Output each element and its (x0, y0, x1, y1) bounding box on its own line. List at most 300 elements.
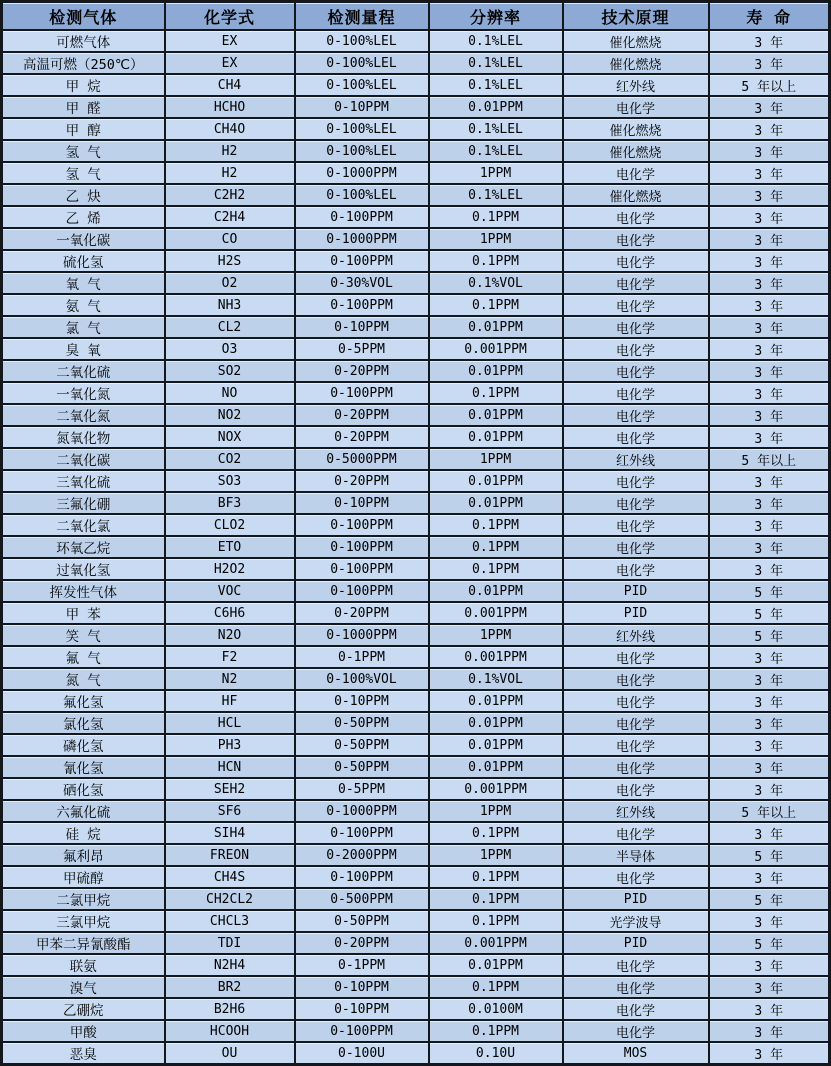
cell-formula: SF6 (165, 800, 295, 822)
cell-gas: 硒化氢 (2, 778, 165, 800)
cell-lifespan: 3 年 (709, 536, 830, 558)
cell-gas: 硅 烷 (2, 822, 165, 844)
cell-range: 0-100U (295, 1042, 429, 1065)
cell-range: 0-100%LEL (295, 52, 429, 74)
cell-lifespan: 3 年 (709, 976, 830, 998)
cell-resolution: 0.10U (429, 1042, 563, 1065)
cell-lifespan: 3 年 (709, 822, 830, 844)
cell-principle: 电化学 (563, 316, 709, 338)
cell-resolution: 0.1PPM (429, 250, 563, 272)
table-row (2, 404, 830, 426)
cell-gas: 一氧化氮 (2, 382, 165, 404)
cell-principle: 电化学 (563, 690, 709, 712)
cell-resolution: 0.1PPM (429, 514, 563, 536)
cell-resolution: 0.0100M (429, 998, 563, 1020)
cell-lifespan: 5 年 (709, 580, 830, 602)
cell-range: 0-20PPM (295, 932, 429, 954)
cell-principle: 电化学 (563, 228, 709, 250)
cell-resolution: 0.01PPM (429, 426, 563, 448)
cell-formula: N2O (165, 624, 295, 646)
cell-lifespan: 3 年 (709, 118, 830, 140)
table-row (2, 294, 830, 316)
cell-formula: H2O2 (165, 558, 295, 580)
cell-lifespan: 3 年 (709, 998, 830, 1020)
table-row (2, 206, 830, 228)
cell-gas: 氢 气 (2, 140, 165, 162)
table-row (2, 74, 830, 96)
cell-formula: CH2CL2 (165, 888, 295, 910)
table-row (2, 844, 830, 866)
cell-formula: SIH4 (165, 822, 295, 844)
table-row (2, 580, 830, 602)
cell-lifespan: 3 年 (709, 1020, 830, 1042)
cell-resolution: 0.1%VOL (429, 272, 563, 294)
cell-formula: TDI (165, 932, 295, 954)
cell-range: 0-50PPM (295, 734, 429, 756)
cell-range: 0-5PPM (295, 778, 429, 800)
cell-lifespan: 3 年 (709, 52, 830, 74)
cell-resolution: 0.1%LEL (429, 118, 563, 140)
cell-formula: N2 (165, 668, 295, 690)
cell-lifespan: 3 年 (709, 668, 830, 690)
table-row (2, 382, 830, 404)
cell-range: 0-1PPM (295, 954, 429, 976)
cell-formula: H2 (165, 162, 295, 184)
cell-range: 0-20PPM (295, 426, 429, 448)
cell-lifespan: 3 年 (709, 954, 830, 976)
cell-formula: PH3 (165, 734, 295, 756)
cell-gas: 高温可燃（250℃） (2, 52, 165, 74)
cell-resolution: 1PPM (429, 228, 563, 250)
cell-formula: SEH2 (165, 778, 295, 800)
cell-gas: 联氨 (2, 954, 165, 976)
table-row (2, 316, 830, 338)
cell-lifespan: 5 年 (709, 844, 830, 866)
table-row (2, 602, 830, 624)
cell-gas: 三氧化硫 (2, 470, 165, 492)
cell-resolution: 0.1PPM (429, 382, 563, 404)
cell-resolution: 0.01PPM (429, 580, 563, 602)
cell-formula: H2S (165, 250, 295, 272)
cell-lifespan: 3 年 (709, 690, 830, 712)
cell-gas: 甲酸 (2, 1020, 165, 1042)
cell-resolution: 0.01PPM (429, 712, 563, 734)
cell-principle: PID (563, 932, 709, 954)
cell-principle: 电化学 (563, 1020, 709, 1042)
cell-principle: 电化学 (563, 360, 709, 382)
cell-gas: 过氧化氢 (2, 558, 165, 580)
cell-principle: 电化学 (563, 712, 709, 734)
cell-resolution: 1PPM (429, 800, 563, 822)
cell-resolution: 0.01PPM (429, 756, 563, 778)
cell-range: 0-50PPM (295, 910, 429, 932)
cell-gas: 氟 气 (2, 646, 165, 668)
table-row (2, 558, 830, 580)
cell-gas: 甲 醇 (2, 118, 165, 140)
cell-principle: PID (563, 602, 709, 624)
cell-lifespan: 3 年 (709, 712, 830, 734)
cell-gas: 甲 苯 (2, 602, 165, 624)
cell-lifespan: 3 年 (709, 646, 830, 668)
cell-lifespan: 3 年 (709, 140, 830, 162)
cell-resolution: 1PPM (429, 844, 563, 866)
cell-formula: N2H4 (165, 954, 295, 976)
table-row (2, 624, 830, 646)
table-row (2, 162, 830, 184)
cell-principle: 电化学 (563, 998, 709, 1020)
cell-range: 0-100PPM (295, 822, 429, 844)
cell-resolution: 0.1%LEL (429, 52, 563, 74)
cell-gas: 六氟化硫 (2, 800, 165, 822)
cell-resolution: 0.001PPM (429, 602, 563, 624)
cell-gas: 乙硼烷 (2, 998, 165, 1020)
cell-range: 0-50PPM (295, 712, 429, 734)
cell-range: 0-100PPM (295, 866, 429, 888)
cell-principle: 电化学 (563, 536, 709, 558)
cell-range: 0-50PPM (295, 756, 429, 778)
cell-principle: 红外线 (563, 624, 709, 646)
table-row (2, 668, 830, 690)
cell-formula: CO (165, 228, 295, 250)
cell-principle: PID (563, 888, 709, 910)
cell-principle: MOS (563, 1042, 709, 1065)
cell-principle: 电化学 (563, 492, 709, 514)
table-row (2, 800, 830, 822)
table-row (2, 426, 830, 448)
table-row (2, 690, 830, 712)
table-row (2, 30, 830, 52)
cell-gas: 恶臭 (2, 1042, 165, 1065)
cell-lifespan: 3 年 (709, 30, 830, 52)
cell-range: 0-100%LEL (295, 140, 429, 162)
cell-gas: 二氧化氯 (2, 514, 165, 536)
cell-formula: NO (165, 382, 295, 404)
cell-range: 0-100PPM (295, 558, 429, 580)
cell-gas: 环氧乙烷 (2, 536, 165, 558)
cell-formula: CH4S (165, 866, 295, 888)
cell-range: 0-10PPM (295, 492, 429, 514)
cell-resolution: 0.01PPM (429, 470, 563, 492)
cell-principle: 电化学 (563, 668, 709, 690)
cell-lifespan: 3 年 (709, 228, 830, 250)
cell-gas: 磷化氢 (2, 734, 165, 756)
cell-principle: 电化学 (563, 382, 709, 404)
cell-range: 0-100%LEL (295, 74, 429, 96)
cell-resolution: 0.1PPM (429, 822, 563, 844)
cell-gas: 氟化氢 (2, 690, 165, 712)
table-row (2, 866, 830, 888)
cell-formula: NH3 (165, 294, 295, 316)
table-row (2, 998, 830, 1020)
cell-lifespan: 3 年 (709, 1042, 830, 1065)
cell-range: 0-100PPM (295, 206, 429, 228)
cell-principle: 红外线 (563, 74, 709, 96)
cell-principle: PID (563, 580, 709, 602)
table-row (2, 536, 830, 558)
cell-principle: 催化燃烧 (563, 118, 709, 140)
cell-lifespan: 3 年 (709, 382, 830, 404)
cell-principle: 电化学 (563, 250, 709, 272)
cell-range: 0-2000PPM (295, 844, 429, 866)
cell-gas: 氯化氢 (2, 712, 165, 734)
header-principle: 技术原理 (563, 2, 709, 31)
cell-gas: 甲 醛 (2, 96, 165, 118)
cell-range: 0-10PPM (295, 316, 429, 338)
cell-gas: 一氧化碳 (2, 228, 165, 250)
cell-range: 0-5000PPM (295, 448, 429, 470)
cell-resolution: 0.01PPM (429, 954, 563, 976)
cell-formula: NO2 (165, 404, 295, 426)
cell-range: 0-30%VOL (295, 272, 429, 294)
cell-lifespan: 3 年 (709, 734, 830, 756)
cell-resolution: 0.001PPM (429, 932, 563, 954)
cell-formula: HCHO (165, 96, 295, 118)
cell-range: 0-100PPM (295, 294, 429, 316)
cell-gas: 氮 气 (2, 668, 165, 690)
cell-formula: O2 (165, 272, 295, 294)
cell-range: 0-10PPM (295, 976, 429, 998)
table-row (2, 52, 830, 74)
cell-principle: 电化学 (563, 470, 709, 492)
table-row (2, 888, 830, 910)
cell-lifespan: 3 年 (709, 162, 830, 184)
cell-gas: 氯 气 (2, 316, 165, 338)
cell-gas: 氨 气 (2, 294, 165, 316)
cell-lifespan: 3 年 (709, 514, 830, 536)
cell-principle: 红外线 (563, 800, 709, 822)
cell-range: 0-100PPM (295, 1020, 429, 1042)
cell-resolution: 0.01PPM (429, 316, 563, 338)
cell-principle: 半导体 (563, 844, 709, 866)
cell-formula: HF (165, 690, 295, 712)
cell-lifespan: 3 年 (709, 250, 830, 272)
cell-principle: 催化燃烧 (563, 140, 709, 162)
cell-gas: 二氧化碳 (2, 448, 165, 470)
cell-lifespan: 5 年以上 (709, 448, 830, 470)
cell-range: 0-10PPM (295, 690, 429, 712)
cell-lifespan: 3 年 (709, 316, 830, 338)
cell-range: 0-1000PPM (295, 800, 429, 822)
cell-formula: HCOOH (165, 1020, 295, 1042)
cell-lifespan: 3 年 (709, 492, 830, 514)
cell-principle: 电化学 (563, 822, 709, 844)
cell-resolution: 1PPM (429, 448, 563, 470)
cell-resolution: 0.01PPM (429, 734, 563, 756)
header-range: 检测量程 (295, 2, 429, 31)
table-row (2, 184, 830, 206)
cell-principle: 电化学 (563, 426, 709, 448)
cell-principle: 电化学 (563, 96, 709, 118)
cell-gas: 三氯甲烷 (2, 910, 165, 932)
header-resolution: 分辨率 (429, 2, 563, 31)
table-row (2, 822, 830, 844)
header-lifespan: 寿 命 (709, 2, 830, 31)
cell-gas: 溴气 (2, 976, 165, 998)
table-row (2, 778, 830, 800)
cell-principle: 电化学 (563, 514, 709, 536)
table-row (2, 712, 830, 734)
cell-gas: 乙 炔 (2, 184, 165, 206)
cell-formula: BF3 (165, 492, 295, 514)
table-row (2, 360, 830, 382)
cell-lifespan: 3 年 (709, 866, 830, 888)
cell-gas: 甲 烷 (2, 74, 165, 96)
cell-lifespan: 3 年 (709, 96, 830, 118)
cell-principle: 电化学 (563, 756, 709, 778)
cell-resolution: 0.01PPM (429, 96, 563, 118)
cell-formula: ETO (165, 536, 295, 558)
cell-range: 0-100%LEL (295, 30, 429, 52)
cell-lifespan: 5 年以上 (709, 800, 830, 822)
table-row (2, 338, 830, 360)
cell-range: 0-10PPM (295, 998, 429, 1020)
cell-principle: 电化学 (563, 558, 709, 580)
cell-principle: 红外线 (563, 448, 709, 470)
cell-principle: 电化学 (563, 734, 709, 756)
cell-range: 0-20PPM (295, 602, 429, 624)
cell-formula: CH4O (165, 118, 295, 140)
table-row (2, 448, 830, 470)
cell-lifespan: 3 年 (709, 294, 830, 316)
cell-principle: 电化学 (563, 778, 709, 800)
cell-principle: 电化学 (563, 404, 709, 426)
cell-resolution: 0.1%LEL (429, 30, 563, 52)
table-row (2, 954, 830, 976)
cell-formula: BR2 (165, 976, 295, 998)
cell-lifespan: 5 年 (709, 602, 830, 624)
cell-principle: 催化燃烧 (563, 184, 709, 206)
cell-lifespan: 3 年 (709, 470, 830, 492)
cell-lifespan: 5 年 (709, 624, 830, 646)
table-header (2, 2, 830, 31)
cell-principle: 电化学 (563, 294, 709, 316)
cell-gas: 氰化氢 (2, 756, 165, 778)
table-row (2, 646, 830, 668)
cell-resolution: 0.01PPM (429, 690, 563, 712)
table-row (2, 492, 830, 514)
cell-lifespan: 5 年以上 (709, 74, 830, 96)
cell-formula: B2H6 (165, 998, 295, 1020)
cell-formula: FREON (165, 844, 295, 866)
cell-formula: HCL (165, 712, 295, 734)
cell-formula: CH4 (165, 74, 295, 96)
cell-formula: HCN (165, 756, 295, 778)
cell-resolution: 0.1%VOL (429, 668, 563, 690)
cell-resolution: 0.1PPM (429, 866, 563, 888)
cell-principle: 电化学 (563, 162, 709, 184)
table-row (2, 734, 830, 756)
cell-principle: 电化学 (563, 954, 709, 976)
cell-formula: OU (165, 1042, 295, 1065)
table-row (2, 96, 830, 118)
cell-gas: 乙 烯 (2, 206, 165, 228)
cell-resolution: 0.001PPM (429, 646, 563, 668)
cell-range: 0-1PPM (295, 646, 429, 668)
cell-range: 0-20PPM (295, 360, 429, 382)
cell-formula: C2H2 (165, 184, 295, 206)
cell-gas: 可燃气体 (2, 30, 165, 52)
cell-range: 0-100PPM (295, 382, 429, 404)
cell-formula: VOC (165, 580, 295, 602)
header-row (2, 2, 830, 31)
cell-formula: EX (165, 52, 295, 74)
cell-range: 0-20PPM (295, 404, 429, 426)
cell-resolution: 1PPM (429, 624, 563, 646)
table-row (2, 514, 830, 536)
cell-gas: 氮氧化物 (2, 426, 165, 448)
table-row (2, 140, 830, 162)
cell-lifespan: 3 年 (709, 910, 830, 932)
cell-formula: O3 (165, 338, 295, 360)
cell-gas: 挥发性气体 (2, 580, 165, 602)
cell-formula: C2H4 (165, 206, 295, 228)
cell-resolution: 0.001PPM (429, 338, 563, 360)
cell-lifespan: 3 年 (709, 360, 830, 382)
cell-formula: C6H6 (165, 602, 295, 624)
cell-principle: 电化学 (563, 272, 709, 294)
cell-range: 0-100%LEL (295, 118, 429, 140)
cell-resolution: 0.01PPM (429, 492, 563, 514)
cell-lifespan: 5 年 (709, 888, 830, 910)
table-row (2, 976, 830, 998)
cell-resolution: 0.1PPM (429, 888, 563, 910)
cell-range: 0-100PPM (295, 250, 429, 272)
cell-lifespan: 3 年 (709, 184, 830, 206)
cell-lifespan: 5 年 (709, 932, 830, 954)
cell-lifespan: 3 年 (709, 404, 830, 426)
table-row (2, 118, 830, 140)
cell-formula: CHCL3 (165, 910, 295, 932)
cell-gas: 氢 气 (2, 162, 165, 184)
cell-formula: CL2 (165, 316, 295, 338)
cell-principle: 催化燃烧 (563, 52, 709, 74)
cell-formula: EX (165, 30, 295, 52)
cell-resolution: 0.1PPM (429, 910, 563, 932)
header-gas: 检测气体 (2, 2, 165, 31)
cell-range: 0-10PPM (295, 96, 429, 118)
cell-range: 0-100%LEL (295, 184, 429, 206)
cell-formula: CLO2 (165, 514, 295, 536)
cell-formula: CO2 (165, 448, 295, 470)
cell-range: 0-100%VOL (295, 668, 429, 690)
cell-range: 0-1000PPM (295, 228, 429, 250)
cell-range: 0-100PPM (295, 580, 429, 602)
cell-formula: SO3 (165, 470, 295, 492)
cell-resolution: 1PPM (429, 162, 563, 184)
header-formula: 化学式 (165, 2, 295, 31)
cell-formula: SO2 (165, 360, 295, 382)
cell-formula: F2 (165, 646, 295, 668)
table-body (2, 30, 830, 1065)
cell-range: 0-20PPM (295, 470, 429, 492)
cell-resolution: 0.01PPM (429, 404, 563, 426)
cell-gas: 臭 氧 (2, 338, 165, 360)
table-row (2, 932, 830, 954)
cell-resolution: 0.1PPM (429, 536, 563, 558)
cell-gas: 笑 气 (2, 624, 165, 646)
cell-resolution: 0.1%LEL (429, 140, 563, 162)
cell-resolution: 0.1PPM (429, 206, 563, 228)
cell-formula: H2 (165, 140, 295, 162)
cell-gas: 甲硫醇 (2, 866, 165, 888)
cell-principle: 电化学 (563, 338, 709, 360)
cell-lifespan: 3 年 (709, 206, 830, 228)
cell-range: 0-100PPM (295, 536, 429, 558)
cell-gas: 二氧化氮 (2, 404, 165, 426)
cell-principle: 电化学 (563, 206, 709, 228)
cell-range: 0-100PPM (295, 514, 429, 536)
cell-range: 0-5PPM (295, 338, 429, 360)
